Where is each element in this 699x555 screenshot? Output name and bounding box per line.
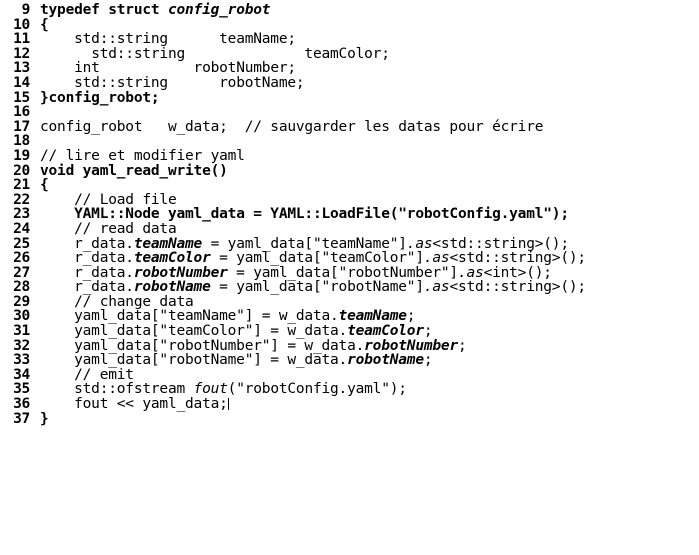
code-text: r_data.teamName = yaml_data["teamName"].as<std::string>(); (40, 235, 569, 252)
code-line (0, 368, 699, 383)
line-number: 21 (13, 177, 30, 194)
line-number: 9 (21, 2, 30, 18)
code-line (0, 324, 699, 339)
line-number: 28 (13, 279, 30, 296)
code-text: void yaml_read_write() (40, 162, 228, 179)
code-line (0, 120, 699, 135)
line-number: 12 (13, 45, 30, 62)
line-number: 20 (13, 162, 30, 179)
line-number: 22 (13, 191, 30, 208)
code-line (0, 164, 699, 179)
code-text: // emit (74, 366, 134, 383)
code-line (0, 76, 699, 91)
line-number: 13 (13, 60, 30, 77)
code-line (0, 134, 699, 149)
code-text: typedef struct config_robot (40, 2, 271, 18)
code-line (0, 266, 699, 281)
line-number: 25 (13, 235, 30, 252)
code-line (0, 295, 699, 310)
code-text: YAML::Node yaml_data = YAML::LoadFile("robotConfig.yaml"); (74, 206, 569, 223)
line-number: 36 (13, 396, 30, 413)
code-line (0, 382, 699, 397)
line-number: 10 (13, 16, 30, 33)
code-line (0, 32, 699, 47)
code-text: // lire et modifier yaml (40, 147, 245, 164)
code-text: std::string teamName; (74, 31, 296, 48)
code-text: { (40, 177, 49, 194)
code-line (0, 149, 699, 164)
line-number: 16 (13, 104, 30, 121)
code-line (0, 193, 699, 208)
code-text: fout << yaml_data; (40, 396, 228, 413)
code-text: config_robot w_data; // sauvgarder les datas pour écrire (40, 118, 544, 135)
code-text: // Load file (74, 191, 177, 208)
line-number: 18 (13, 133, 30, 150)
code-line (0, 3, 699, 18)
line-number: 15 (13, 89, 30, 106)
line-number: 30 (13, 308, 30, 325)
code-text: r_data.robotNumber = yaml_data["robotNumber"].as<int>(); (40, 264, 552, 281)
code-line (0, 222, 699, 237)
code-text: std::ofstream fout("robotConfig.yaml"); (74, 381, 407, 398)
code-line-caret (0, 397, 699, 412)
code-line (0, 237, 699, 252)
line-number: 26 (13, 250, 30, 267)
code-text: r_data.teamColor = yaml_data["teamColor"].as<std::string>(); (40, 250, 586, 267)
line-number: 29 (13, 293, 30, 310)
line-number: 23 (13, 206, 30, 223)
code-line (0, 178, 699, 193)
line-number: 17 (13, 118, 30, 135)
line-number: 34 (13, 366, 30, 383)
text-caret (228, 398, 229, 410)
code-line (0, 61, 699, 76)
code-text: r_data.robotName = yaml_data["robotName"].as<std::string>(); (40, 279, 586, 296)
code-line (0, 105, 699, 120)
code-line (0, 91, 699, 106)
code-text: yaml_data["robotNumber"] = w_data.robotNumber; (40, 337, 467, 354)
code-text: yaml_data["teamColor"] = w_data.teamColor; (40, 323, 433, 340)
line-number: 19 (13, 147, 30, 164)
line-number: 31 (13, 323, 30, 340)
code-line (0, 353, 699, 368)
code-line (0, 280, 699, 295)
code-text: }config_robot; (40, 89, 160, 106)
code-line (0, 251, 699, 266)
code-text: yaml_data["teamName"] = w_data.teamName; (40, 308, 416, 325)
code-text: std::string robotName; (74, 74, 305, 91)
code-text: yaml_data["robotName"] = w_data.robotName; (40, 352, 433, 369)
line-number: 33 (13, 352, 30, 369)
code-text: std::string teamColor; (91, 45, 390, 62)
code-text: // change data (74, 293, 194, 310)
code-line (0, 339, 699, 354)
line-number: 35 (13, 381, 30, 398)
line-number: 14 (13, 74, 30, 91)
line-number: 11 (13, 31, 30, 48)
code-line (0, 309, 699, 324)
code-text: // read data (74, 220, 177, 237)
code-line (0, 412, 699, 427)
code-text: } (40, 410, 49, 427)
code-text: int robotNumber; (74, 60, 296, 77)
line-number: 24 (13, 220, 30, 237)
line-number: 32 (13, 337, 30, 354)
code-line (0, 207, 699, 222)
line-number: 37 (13, 410, 30, 427)
code-text: { (40, 16, 49, 33)
code-line (0, 18, 699, 33)
line-number: 27 (13, 264, 30, 281)
code-line (0, 47, 699, 62)
